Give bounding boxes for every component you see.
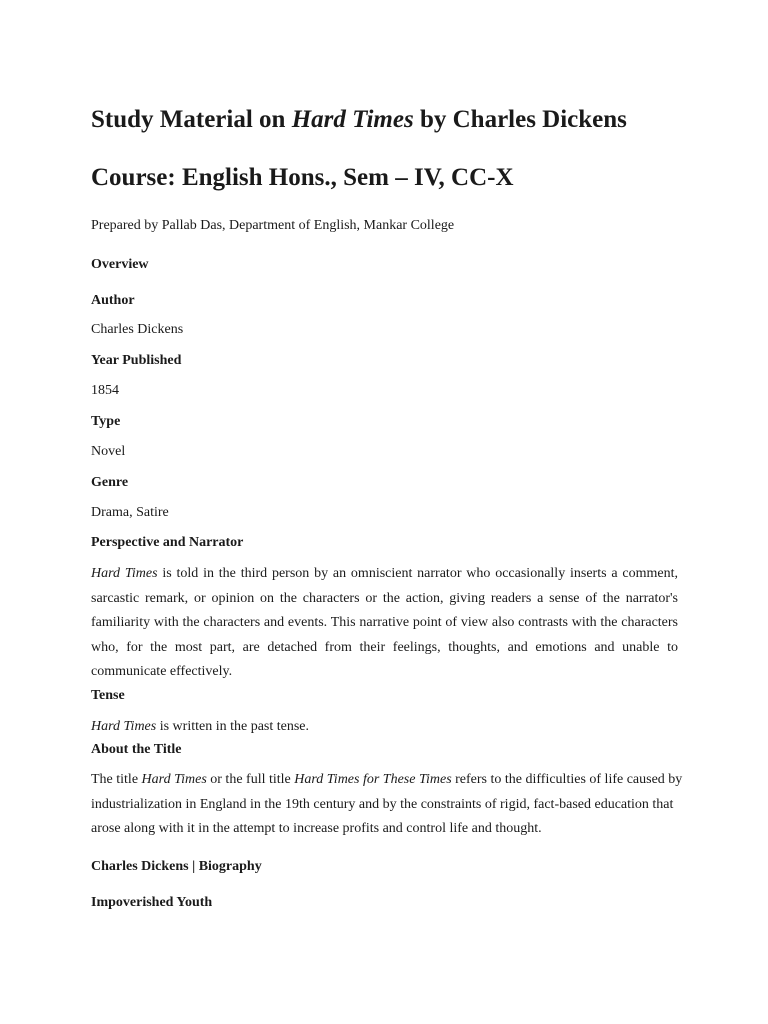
year-heading: Year Published <box>91 353 182 368</box>
about-title-heading: About the Title <box>91 742 182 757</box>
year-value: 1854 <box>91 383 119 398</box>
author-heading: Author <box>91 293 135 308</box>
book-full-title: Hard Times for These Times <box>294 772 452 787</box>
biography-heading: Charles Dickens | Biography <box>91 859 262 874</box>
paragraph-text: or the full title <box>206 772 295 787</box>
youth-heading: Impoverished Youth <box>91 895 213 910</box>
title-suffix: by Charles Dickens <box>413 106 627 133</box>
prepared-by: Prepared by Pallab Das, Department of English, Mankar College <box>91 218 455 233</box>
book-name: Hard Times <box>91 719 157 734</box>
paragraph-text: refers to the difficulties of life caused by industrialization in England in the 19th century and by the constraints of rigid, fact-based education that arose along with it in the attempt to increase profits and control life and thought. <box>91 772 683 836</box>
perspective-paragraph <box>91 562 678 685</box>
book-name: Hard Times <box>91 566 158 581</box>
book-name: Hard Times <box>141 772 207 787</box>
genre-heading: Genre <box>91 475 129 490</box>
overview-heading: Overview <box>91 257 149 272</box>
tense-heading: Tense <box>91 688 125 703</box>
paragraph-text: The title <box>91 772 142 787</box>
document-title <box>91 105 627 135</box>
type-heading: Type <box>91 414 121 429</box>
course-heading: Course: English Hons., Sem – IV, CC-X <box>91 164 514 191</box>
paragraph-text: is told in the third person by an omniscient narrator who occasionally inserts a comment, sarcastic remark, or opinion on the characters or the action, giving readers a sense of the narrator's familiarity with the characters and events. This narrative point of view also contrasts with the characters who, for the most part, are detached from their feelings, thoughts, and emotions and unable to communicate effectively. <box>91 566 678 679</box>
paragraph-text: is written in the past tense. <box>156 719 310 734</box>
author-value: Charles Dickens <box>91 322 184 337</box>
genre-value: Drama, Satire <box>91 505 169 520</box>
about-title-paragraph <box>91 768 691 842</box>
tense-paragraph <box>91 718 309 736</box>
perspective-heading: Perspective and Narrator <box>91 535 244 550</box>
type-value: Novel <box>91 444 126 459</box>
title-book-name: Hard Times <box>291 106 414 133</box>
title-prefix: Study Material on <box>91 106 292 133</box>
